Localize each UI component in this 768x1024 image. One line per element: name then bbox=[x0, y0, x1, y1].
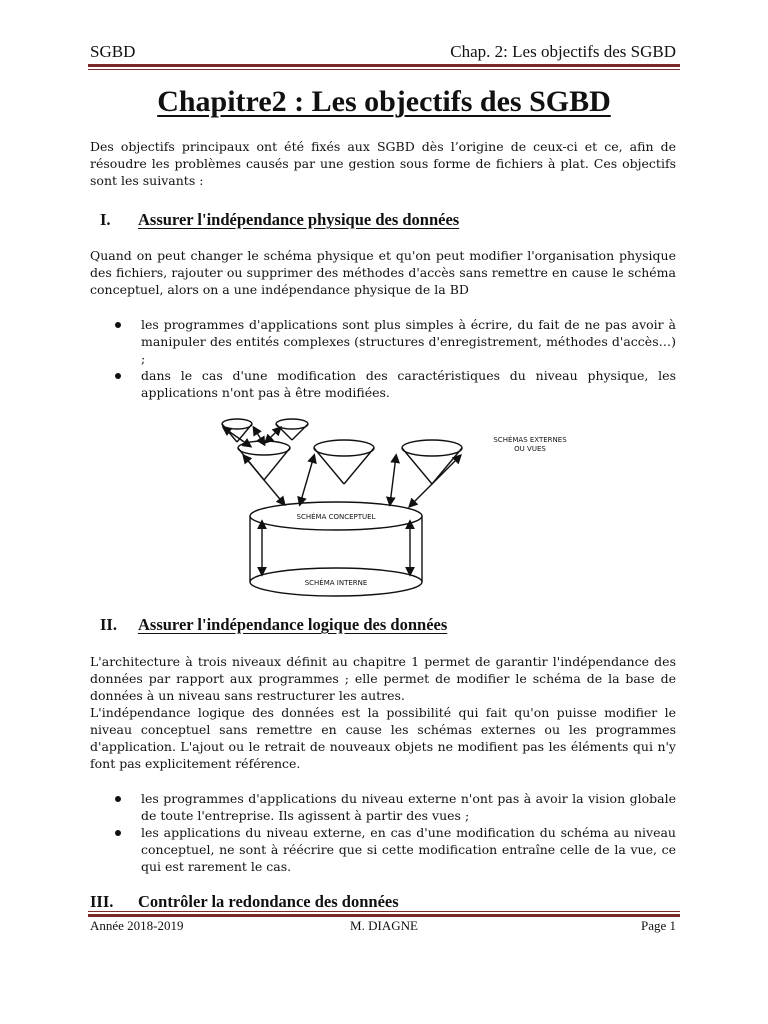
mapping-arrow bbox=[266, 428, 280, 442]
header-right: Chap. 2: Les objectifs des SGBD bbox=[450, 42, 676, 61]
section-1-paragraph: Quand on peut changer le schéma physique et qu'on peut modifier l'organisation physique des fichiers, rajouter ou supprimer des méthodes d'accès sans remettre en cause le schéma conceptuel, alors on a une indépendance physique de la BD bbox=[90, 248, 676, 297]
list-item: les programmes d'applications sont plus simples à écrire, du fait de ne pas avoir à manipuler des entités complexes (structures d'enregistrement, méthodes d'accès…) ; bbox=[112, 316, 676, 367]
external-view-cone-1 bbox=[238, 441, 290, 480]
external-view-cone-small-2 bbox=[276, 419, 308, 440]
footer-rule-thin bbox=[88, 911, 680, 912]
section-title-2: Assurer l'indépendance logique des données bbox=[138, 615, 448, 634]
list-item: les applications du niveau externe, en cas d'une modification du schéma au niveau conceptuel, ne sont à réécrire que si cette modification entraîne celle de la vue, ce qui est rarement le cas. bbox=[112, 824, 676, 875]
section-number-1: I. bbox=[100, 210, 111, 229]
header-left: SGBD bbox=[90, 42, 136, 61]
section-title-3: Contrôler la redondance des données bbox=[138, 892, 399, 911]
mapping-arrow bbox=[410, 456, 460, 506]
section-heading-3 bbox=[90, 892, 399, 912]
mapping-arrow bbox=[390, 456, 396, 504]
internal-schema-label: SCHÉMA INTERNE bbox=[304, 579, 368, 587]
footer-rule-thick bbox=[88, 914, 680, 917]
section-heading-2 bbox=[100, 615, 447, 635]
mapping-arrow bbox=[300, 456, 314, 504]
header-rule-thin bbox=[88, 69, 680, 70]
section-2-paragraph-2: L'indépendance logique des données est la possibilité qui fait qu'on puisse modifier le niveau conceptuel sans remettre en cause les schémas externes ou les programmes d'application. L'ajout ou le retrait de nouveaux objets ne modifient pas les éléments qui n'y font pas explicitement référence. bbox=[90, 705, 676, 771]
section-number-3: III. bbox=[90, 892, 114, 911]
list-item: les programmes d'applications du niveau externe n'ont pas à avoir la vision globale de toute l'entreprise. Ils agissent à partir des vues ; bbox=[112, 790, 676, 824]
section-2-bullet-list bbox=[112, 790, 676, 875]
footer-year: Année 2018-2019 bbox=[90, 918, 184, 933]
external-view-cone-3 bbox=[402, 440, 462, 484]
footer-author: M. DIAGNE bbox=[350, 918, 418, 933]
section-1-bullet-list bbox=[112, 316, 676, 401]
architecture-diagram bbox=[200, 408, 620, 608]
intro-paragraph: Des objectifs principaux ont été fixés aux SGBD dès l’origine de ceux-ci et ce, afin de résoudre les problèmes causés par une gestion sous forme de fichiers à plat. Ces objectifs sont les suivants : bbox=[90, 139, 676, 188]
conceptual-schema-label: SCHÉMA CONCEPTUEL bbox=[296, 513, 376, 521]
section-number-2: II. bbox=[100, 615, 117, 634]
list-item: dans le cas d'une modification des caractéristiques du niveau physique, les applications n'ont pas à être modifiées. bbox=[112, 367, 676, 401]
section-title-1: Assurer l'indépendance physique des données bbox=[138, 210, 460, 229]
header-rule-thick bbox=[88, 64, 680, 67]
page-title: Chapitre2 : Les objectifs des SGBD bbox=[157, 85, 611, 118]
section-2-paragraph-1: L'architecture à trois niveaux définit au chapitre 1 permet de garantir l'indépendance des données par rapport aux programmes ; elle permet de modifier le schéma de la base de données à un niveau sans restructurer les autres. bbox=[90, 654, 676, 703]
external-schemas-label-2: OU VUES bbox=[514, 445, 546, 453]
external-view-cone-2 bbox=[314, 440, 374, 484]
footer-page-number: Page 1 bbox=[640, 918, 676, 933]
external-schemas-label-1: SCHÉMAS EXTERNES bbox=[493, 436, 567, 444]
section-heading-1 bbox=[100, 210, 459, 230]
